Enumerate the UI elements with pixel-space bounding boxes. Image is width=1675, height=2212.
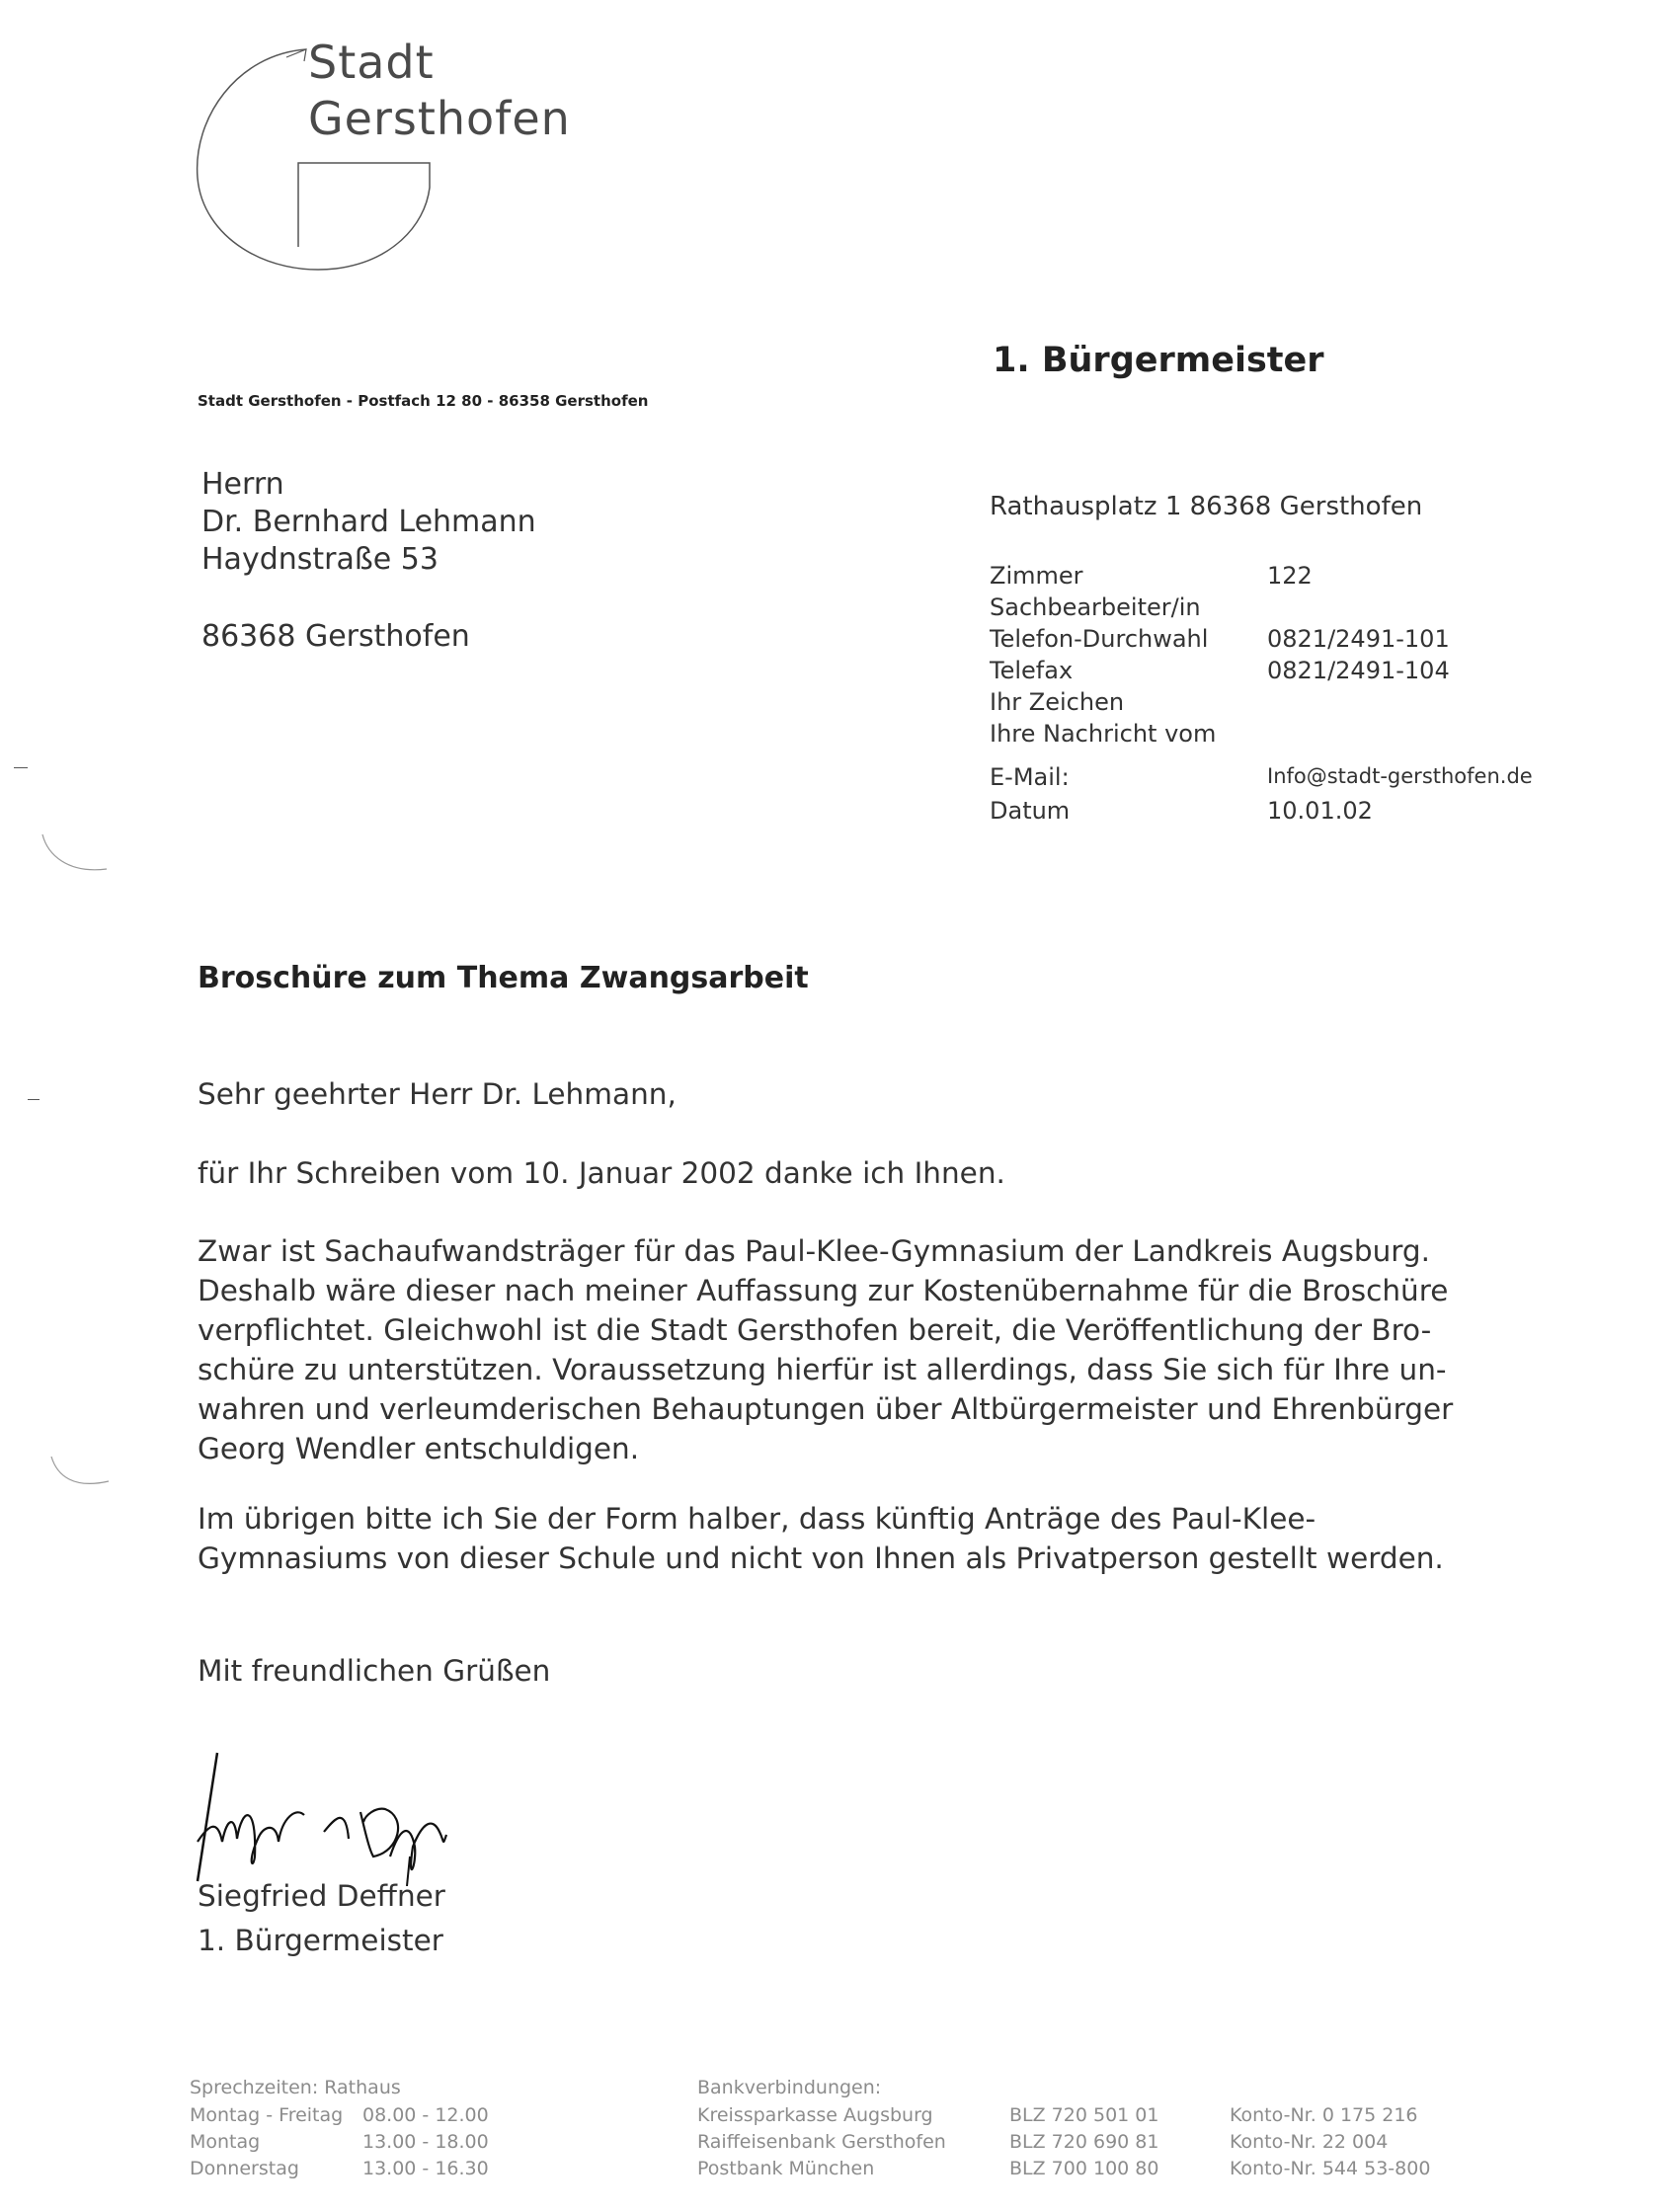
- logo-text-line2: Gersthofen: [308, 92, 571, 145]
- info-value: 122: [1267, 562, 1313, 590]
- recipient-salutation: Herrn: [201, 467, 284, 502]
- letter-paragraph: für Ihr Schreiben vom 10. Januar 2002 danke ich Ihnen.: [198, 1156, 1005, 1190]
- info-label: Datum: [990, 797, 1071, 825]
- logo-text-line1: Stadt: [308, 36, 435, 89]
- handwritten-signature: [188, 1748, 464, 1886]
- footer-hours-time: 13.00 - 16.30: [362, 2158, 489, 2179]
- paragraph-line: wahren und verleumderischen Behauptungen über Altbürgermeister und Ehrenbürger: [198, 1392, 1454, 1426]
- signatory-title: 1. Bürgermeister: [198, 1924, 443, 1957]
- fold-mark: [14, 767, 28, 768]
- footer-bank-konto: Konto-Nr. 22 004: [1230, 2131, 1389, 2153]
- letter-paragraph: [198, 1499, 1444, 1578]
- info-label: Ihre Nachricht vom: [990, 720, 1217, 748]
- info-value: 0821/2491-104: [1267, 657, 1450, 684]
- footer-bank-konto: Konto-Nr. 0 175 216: [1230, 2104, 1418, 2126]
- footer-hours-time: 13.00 - 18.00: [362, 2131, 489, 2153]
- letter-closing: Mit freundlichen Grüßen: [198, 1654, 551, 1688]
- footer-bank-name: Postbank München: [697, 2158, 875, 2179]
- info-label: Sachbearbeiter/in: [990, 593, 1201, 621]
- footer-bank-name: Raiffeisenbank Gersthofen: [697, 2131, 946, 2153]
- letter-greeting: Sehr geehrter Herr Dr. Lehmann,: [198, 1077, 677, 1111]
- recipient-city: 86368 Gersthofen: [201, 619, 470, 654]
- recipient-street: Haydnstraße 53: [201, 542, 439, 577]
- footer-bank-blz: BLZ 720 690 81: [1009, 2131, 1159, 2153]
- info-label: E-Mail:: [990, 763, 1070, 791]
- paragraph-line: verpflichtet. Gleichwohl ist die Stadt Gersthofen bereit, die Veröffentlichung der Bro-: [198, 1313, 1432, 1347]
- footer-hours-title: Sprechzeiten: Rathaus: [190, 2077, 401, 2098]
- info-label: Zimmer: [990, 562, 1083, 590]
- office-address: Rathausplatz 1 86368 Gersthofen: [990, 492, 1423, 521]
- footer-hours-day: Donnerstag: [190, 2158, 299, 2179]
- recipient-name: Dr. Bernhard Lehmann: [201, 505, 536, 539]
- info-value: 0821/2491-101: [1267, 625, 1450, 653]
- footer-bank-konto: Konto-Nr. 544 53-800: [1230, 2158, 1431, 2179]
- info-label: Telefax: [990, 657, 1074, 684]
- footer-bank-name: Kreissparkasse Augsburg: [697, 2104, 933, 2126]
- letter-subject: Broschüre zum Thema Zwangsarbeit: [198, 961, 809, 995]
- fold-mark: [28, 1099, 40, 1100]
- office-title: 1. Bürgermeister: [993, 341, 1324, 380]
- footer-hours-time: 08.00 - 12.00: [362, 2104, 489, 2126]
- sender-return-line: Stadt Gersthofen - Postfach 12 80 - 86358 Gersthofen: [198, 392, 649, 410]
- info-label: Telefon-Durchwahl: [990, 625, 1209, 653]
- paragraph-line: Georg Wendler entschuldigen.: [198, 1432, 640, 1465]
- letter-paragraph: [198, 1231, 1453, 1468]
- paragraph-line: Im übrigen bitte ich Sie der Form halber, dass künftig Anträge des Paul-Klee-: [198, 1502, 1316, 1536]
- signatory-name: Siegfried Deffner: [198, 1879, 445, 1913]
- paragraph-line: Deshalb wäre dieser nach meiner Auffassung zur Kostenübernahme für die Broschüre: [198, 1274, 1449, 1307]
- paragraph-line: Gymnasiums von dieser Schule und nicht von Ihnen als Privatperson gestellt werden.: [198, 1541, 1444, 1575]
- paragraph-line: Zwar ist Sachaufwandsträger für das Paul-Klee-Gymnasium der Landkreis Augsburg.: [198, 1234, 1431, 1268]
- info-value-email: Info@stadt-gersthofen.de: [1267, 764, 1533, 788]
- footer-bank-blz: BLZ 700 100 80: [1009, 2158, 1159, 2179]
- punch-mark: [38, 830, 117, 889]
- footer-bank-title: Bankverbindungen:: [697, 2077, 882, 2098]
- info-value: 10.01.02: [1267, 797, 1373, 825]
- punch-mark: [49, 1452, 119, 1501]
- info-label: Ihr Zeichen: [990, 688, 1125, 716]
- footer-hours-day: Montag: [190, 2131, 261, 2153]
- footer-hours-day: Montag - Freitag: [190, 2104, 344, 2126]
- footer-bank-blz: BLZ 720 501 01: [1009, 2104, 1159, 2126]
- paragraph-line: schüre zu unterstützen. Voraussetzung hierfür ist allerdings, dass Sie sich für Ihre un-: [198, 1353, 1447, 1386]
